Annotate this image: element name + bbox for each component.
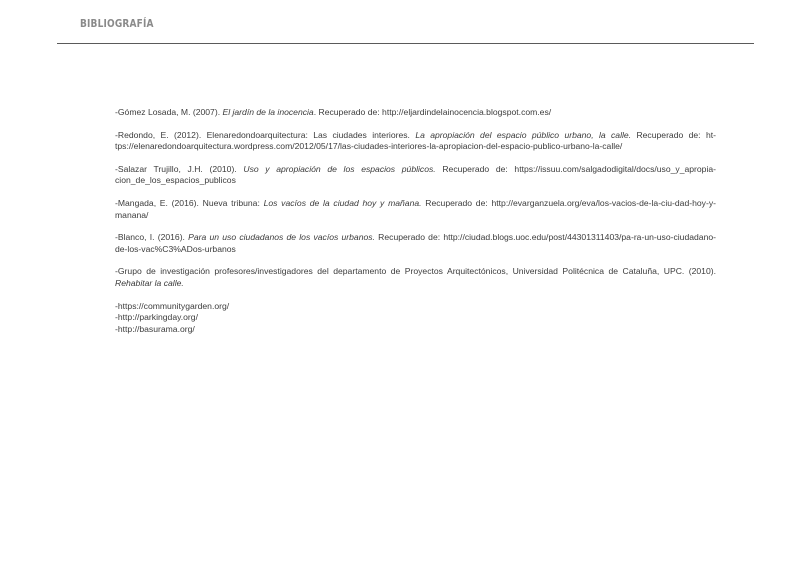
header-divider xyxy=(57,43,754,44)
reference-item xyxy=(115,164,716,187)
link-item[interactable]: -https://communitygarden.org/ xyxy=(115,300,230,311)
reference-title: Rehabitar la calle. xyxy=(115,277,184,288)
link-item[interactable]: -http://parkingday.org/ xyxy=(115,312,198,323)
reference-title: El jardín de la inocencia xyxy=(222,107,314,117)
reference-item xyxy=(115,198,716,221)
reference-title: La apropiación del espacio público urbano, la calle. xyxy=(415,129,632,140)
page-header-title: BIBLIOGRAFÍA xyxy=(80,17,154,30)
reference-title: Para un uso ciudadanos de los vacíos urbanos. xyxy=(188,232,375,243)
reference-text: -Blanco, I. (2016). xyxy=(115,232,189,243)
link-item[interactable]: -http://basurama.org/ xyxy=(115,323,195,334)
reference-item xyxy=(115,266,716,289)
reference-item xyxy=(115,107,716,119)
reference-item xyxy=(115,232,716,255)
reference-text: -Grupo de investigación profesores/investigadores del departamento de Proyectos Arquitectónicos, Universidad Politécnica de Cataluña, UPC. (2010). xyxy=(115,266,716,277)
link-list xyxy=(115,301,716,336)
reference-text: -Redondo, E. (2012). Elenaredondoarquitectura: Las ciudades interiores. xyxy=(115,129,416,140)
reference-text: -Gómez Losada, M. (2007). xyxy=(115,107,223,117)
reference-source: Recuperado de: http://ciudad.blogs.uoc.edu/post/44301311403/pa-ra-un-uso-ciudadano-de-los-vac%C3%ADos-urbanos xyxy=(115,232,716,254)
reference-text: -Mangada, E. (2016). Nueva tribuna: xyxy=(115,197,264,208)
reference-text: -Salazar Trujillo, J.H. (2010). xyxy=(115,163,244,174)
bibliography-list xyxy=(115,107,716,335)
reference-source: Recuperado de: https://issuu.com/salgadodigital/docs/uso_y_apropia-cion_de_los_espacios_publicos xyxy=(115,163,717,186)
reference-title: Uso y apropiación de los espacios públicos. xyxy=(243,163,436,174)
reference-source: Recuperado de: ht-tps://elenaredondoarquitectura.wordpress.com/2012/05/17/las-ciudades-interiores-la-apropiacion-del-espacio-publico-urbano-la-calle/ xyxy=(115,129,716,152)
reference-source: Recuperado de: http://evarganzuela.org/eva/los-vacios-de-la-ciu-dad-hoy-y-manana/ xyxy=(115,197,716,220)
reference-item xyxy=(115,130,716,153)
reference-source: . Recuperado de: http://eljardindelainocencia.blogspot.com.es/ xyxy=(313,107,552,117)
reference-title: Los vacíos de la ciudad hoy y mañana. xyxy=(263,197,422,208)
